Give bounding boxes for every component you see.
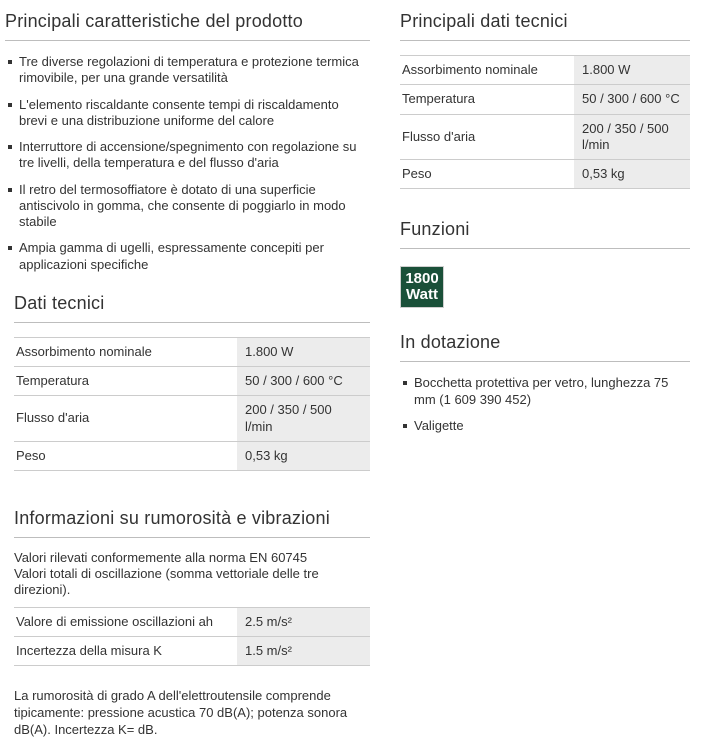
list-item [5, 97, 370, 130]
bullet-square-icon [8, 60, 12, 64]
left-column [5, 11, 370, 738]
bullet-square-icon [8, 103, 12, 107]
bullet-square-icon [8, 145, 12, 149]
bullet-square-icon [403, 381, 407, 385]
spec-label: Valore di emissione oscillazioni ah [14, 607, 237, 636]
tech-title: Dati tecnici [14, 293, 370, 323]
spec-value: 1.800 W [574, 56, 690, 85]
badge-line1: 1800 [405, 270, 439, 288]
badge-line2: Watt [406, 286, 438, 304]
table-row [400, 160, 690, 189]
main-tech-title: Principali dati tecnici [400, 11, 690, 41]
spec-value: 0,53 kg [237, 441, 370, 470]
spec-label: Peso [14, 441, 237, 470]
spec-label: Flusso d'aria [400, 114, 574, 160]
table-row [14, 441, 370, 470]
spec-label: Assorbimento nominale [14, 337, 237, 366]
table-row [14, 396, 370, 442]
table-row [400, 85, 690, 114]
bullet-square-icon [8, 188, 12, 192]
table-row [14, 337, 370, 366]
features-title: Principali caratteristiche del prodotto [5, 11, 370, 41]
noise-outro: La rumorosità di grado A dell'elettroutensile comprende tipicamente: pressione acustica 70 dB(A); potenza sonora dB(A). Incertezza K= dB. [14, 688, 348, 737]
noise-intro-line1: Valori rilevati conformemente alla norma EN 60745 [14, 550, 308, 565]
table-row [14, 367, 370, 396]
spec-label: Peso [400, 160, 574, 189]
included-list [400, 375, 690, 434]
feature-text: Tre diverse regolazioni di temperatura e protezione termica rimovibile, per una grande versatilità [19, 54, 359, 86]
list-item [5, 139, 370, 172]
spec-value: 0,53 kg [574, 160, 690, 189]
spec-value: 200 / 350 / 500 l/min [237, 396, 370, 442]
table-row [400, 114, 690, 160]
list-item [5, 54, 370, 87]
feature-text: Ampia gamma di ugelli, espressamente concepiti per applicazioni specifiche [19, 240, 324, 272]
spec-label: Temperatura [400, 85, 574, 114]
included-text: Bocchetta protettiva per vetro, lunghezza 75 mm (1 609 390 452) [414, 375, 669, 407]
spec-label: Incertezza della misura K [14, 637, 237, 666]
noise-intro [14, 550, 370, 598]
spec-value: 200 / 350 / 500 l/min [574, 114, 690, 160]
list-item [400, 418, 690, 434]
spec-label: Flusso d'aria [14, 396, 237, 442]
included-title: In dotazione [400, 332, 690, 362]
tech-table [14, 337, 370, 471]
spec-value: 1.5 m/s² [237, 637, 370, 666]
list-item [400, 375, 690, 408]
bullet-square-icon [8, 246, 12, 250]
table-row [14, 637, 370, 666]
feature-text: Il retro del termosoffiatore è dotato di una superficie antiscivolo in gomma, che consente di poggiarlo in modo stabile [19, 181, 346, 229]
spec-value: 50 / 300 / 600 °C [574, 85, 690, 114]
included-text: Valigette [414, 417, 464, 433]
spec-value: 1.800 W [237, 337, 370, 366]
spec-label: Assorbimento nominale [400, 56, 574, 85]
list-item [5, 182, 370, 231]
noise-table [14, 607, 370, 667]
feature-text: Interruttore di accensione/spegnimento con regolazione su tre livelli, della temperatura e del flusso d'aria [19, 139, 357, 171]
table-row [400, 56, 690, 85]
spec-value: 50 / 300 / 600 °C [237, 367, 370, 396]
bullet-square-icon [403, 424, 407, 428]
main-tech-table [400, 55, 690, 189]
functions-title: Funzioni [400, 219, 690, 249]
watt-1800-badge-icon [400, 266, 444, 308]
noise-intro-line2: Valori totali di oscillazione (somma vettoriale delle tre direzioni). [14, 565, 319, 597]
right-column [400, 11, 690, 444]
feature-text: L'elemento riscaldante consente tempi di riscaldamento brevi e una distribuzione uniforme del calore [19, 96, 339, 128]
noise-title: Informazioni su rumorosità e vibrazioni [14, 508, 370, 538]
table-row [14, 607, 370, 636]
spec-value: 2.5 m/s² [237, 607, 370, 636]
spec-label: Temperatura [14, 367, 237, 396]
features-list [5, 54, 370, 273]
list-item [5, 240, 370, 273]
tech-section [14, 293, 370, 739]
